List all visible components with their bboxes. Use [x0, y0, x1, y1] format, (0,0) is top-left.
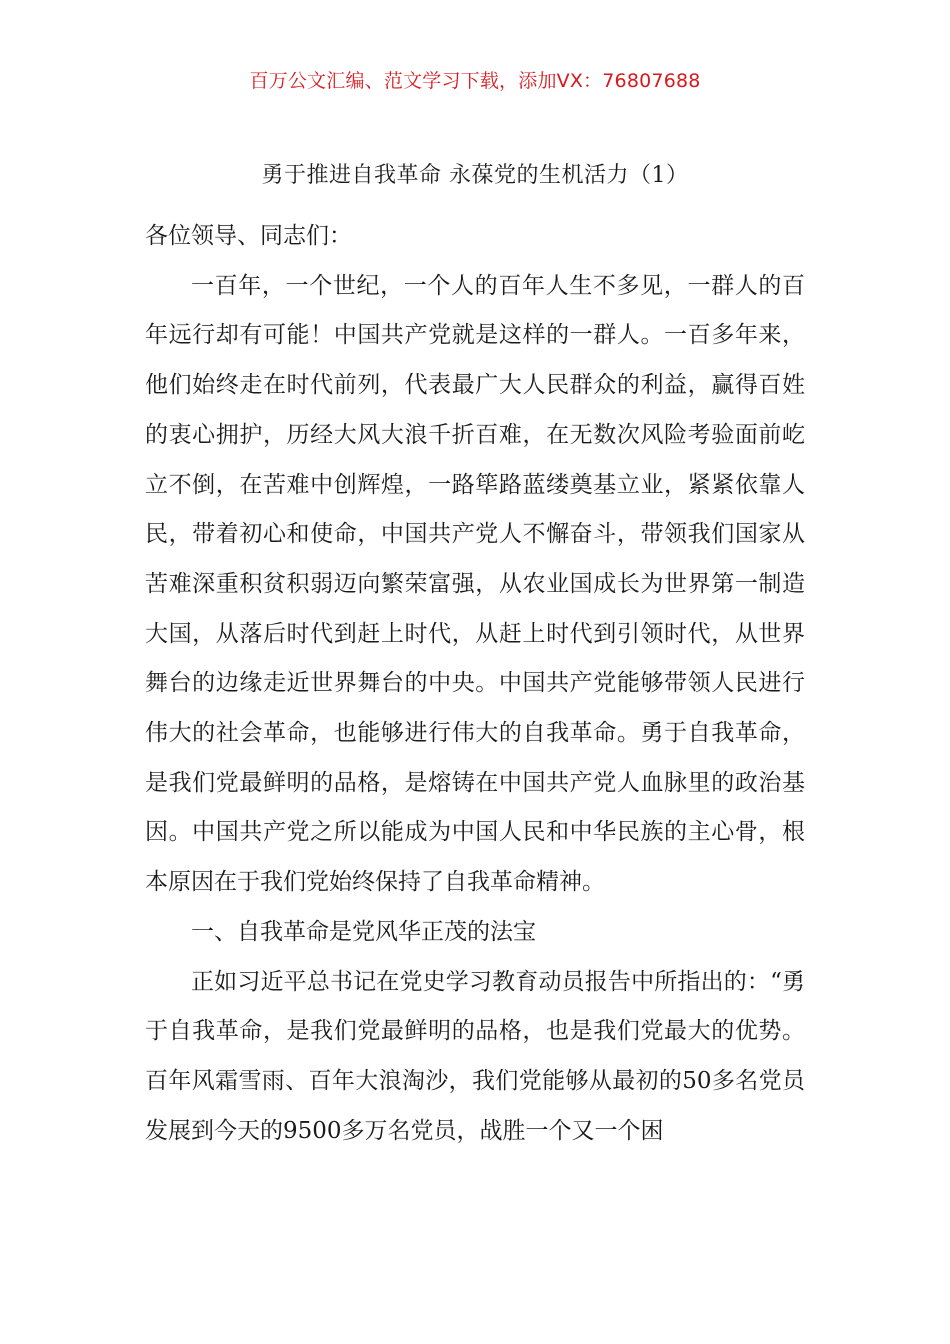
paragraph-quote: 正如习近平总书记在党史学习教育动员报告中所指出的：“勇于自我革命，是我们党最鲜明的品格，也是我们党最大的优势。百年风霜雪雨、百年大浪淘沙，我们党能够从最初的50多名党员发展到今天的9500多万名党员，战胜一个又一个困 [145, 968, 805, 1144]
section-heading-1: 一、自我革命是党风华正茂的法宝 [191, 918, 536, 945]
salutation: 各位领导、同志们： [145, 223, 352, 249]
header-banner: 百万公文汇编、范文学习下载，添加VX：76807688 [249, 70, 701, 92]
document-body [145, 212, 805, 1156]
document-title: 勇于推进自我革命 永葆党的生机活力（1） [261, 163, 689, 188]
paragraph-intro: 一百年，一个世纪，一个人的百年人生不多见，一群人的百年远行却有可能！中国共产党就是这样的一群人。一百多年来，他们始终走在时代前列，代表最广大人民群众的利益，赢得百姓的衷心拥护，历经大风大浪千折百难，在无数次风险考验面前屹立不倒，在苦难中创辉煌，一路筚路蓝缕奠基立业，紧紧依靠人民，带着初心和使命，中国共产党人不懈奋斗，带领我们国家从苦难深重积贫积弱迈向繁荣富强，从农业国成长为世界第一制造大国，从落后时代到赶上时代，从赶上时代到引领时代，从世界舞台的边缘走近世界舞台的中央。中国共产党能够带领人民进行伟大的社会革命，也能够进行伟大的自我革命。勇于自我革命，是我们党最鲜明的品格，是熔铸在中国共产党人血脉里的政治基因。中国共产党之所以能成为中国人民和中华民族的主心骨，根本原因在于我们党始终保持了自我革命精神。 [145, 272, 805, 896]
